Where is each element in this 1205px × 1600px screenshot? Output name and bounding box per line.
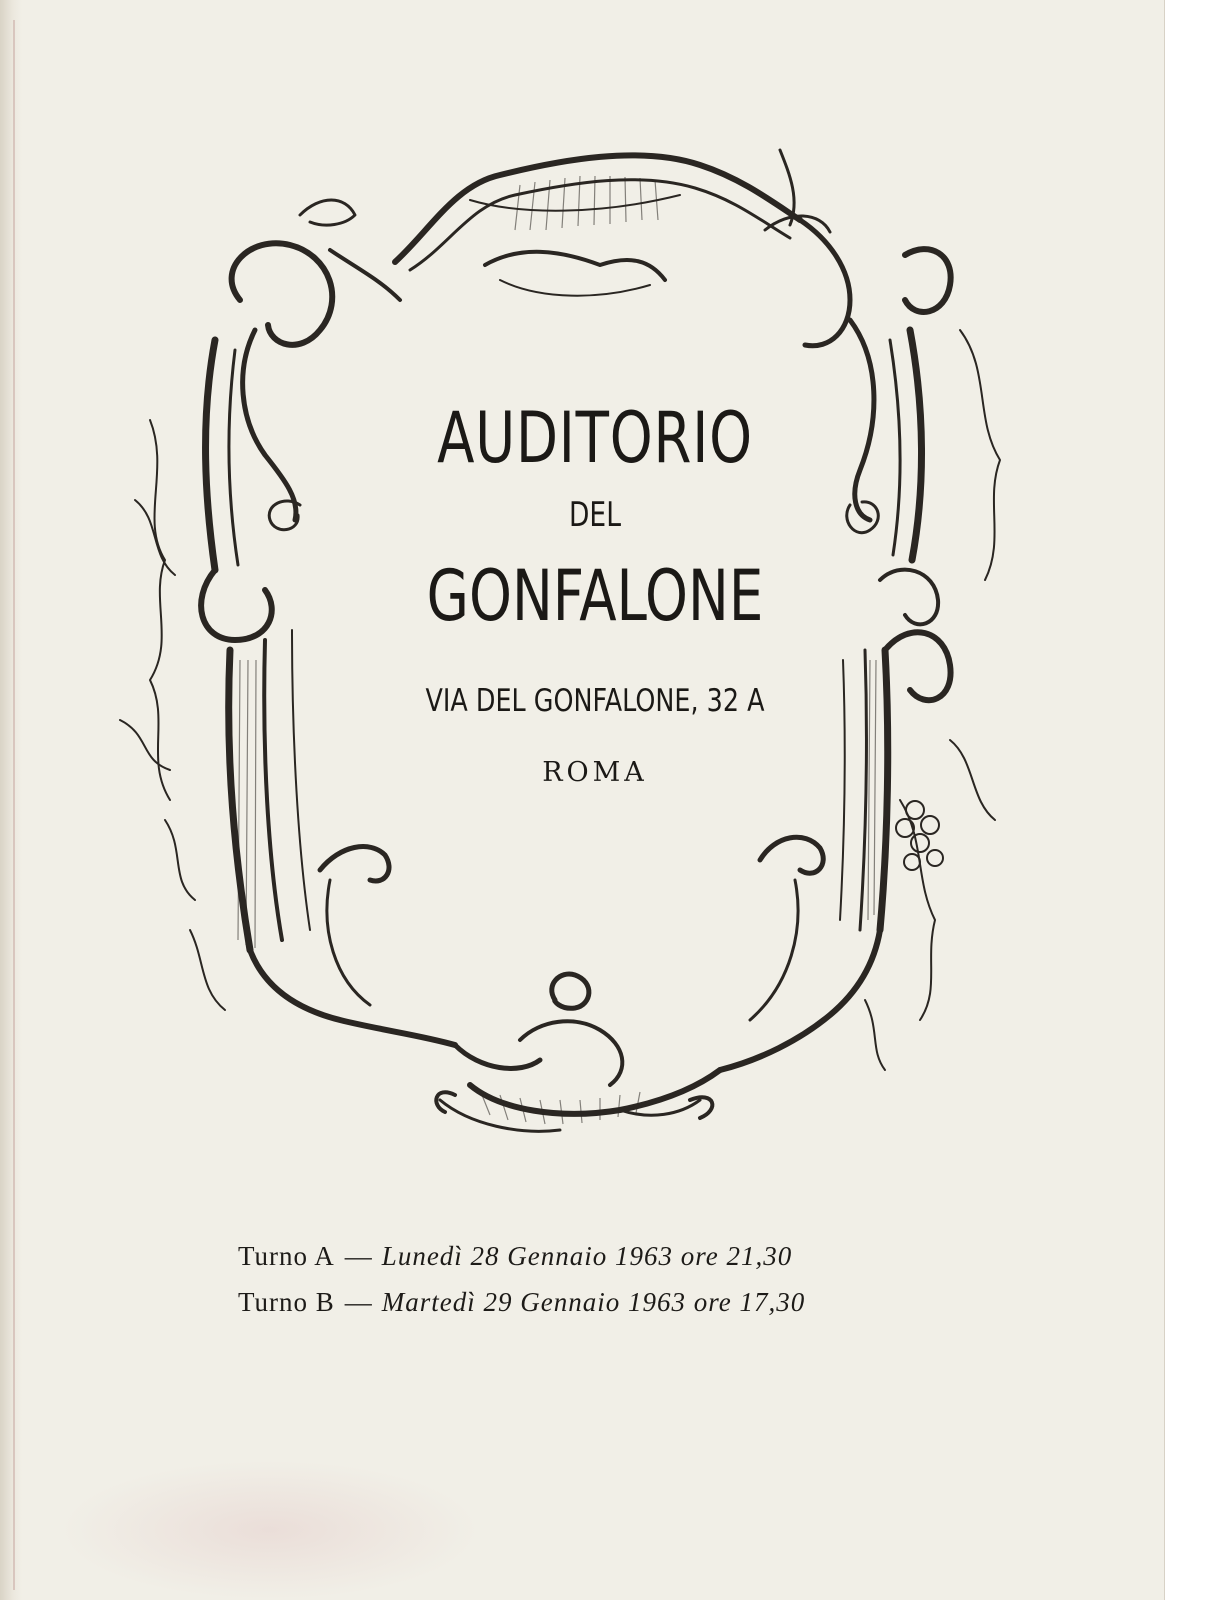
schedule-row-b [238, 1279, 938, 1325]
performance-schedule [238, 1233, 938, 1325]
schedule-separator: — [344, 1241, 372, 1271]
schedule-separator: — [344, 1287, 372, 1317]
venue-address: VIA DEL GONFALONE, 32 A [425, 683, 765, 719]
venue-title-line-2: DEL [569, 495, 621, 535]
schedule-label: Turno B [238, 1287, 335, 1317]
venue-title-line-3: GONFALONE [426, 555, 764, 637]
schedule-label: Turno A [238, 1241, 335, 1271]
schedule-date: Lunedì 28 Gennaio 1963 ore 21,30 [381, 1241, 793, 1271]
schedule-date: Martedì 29 Gennaio 1963 ore 17,30 [381, 1287, 806, 1317]
venue-title-line-1: AUDITORIO [437, 397, 753, 479]
venue-heading [300, 395, 890, 790]
schedule-row-a [238, 1233, 938, 1279]
venue-city: ROMA [542, 757, 648, 788]
